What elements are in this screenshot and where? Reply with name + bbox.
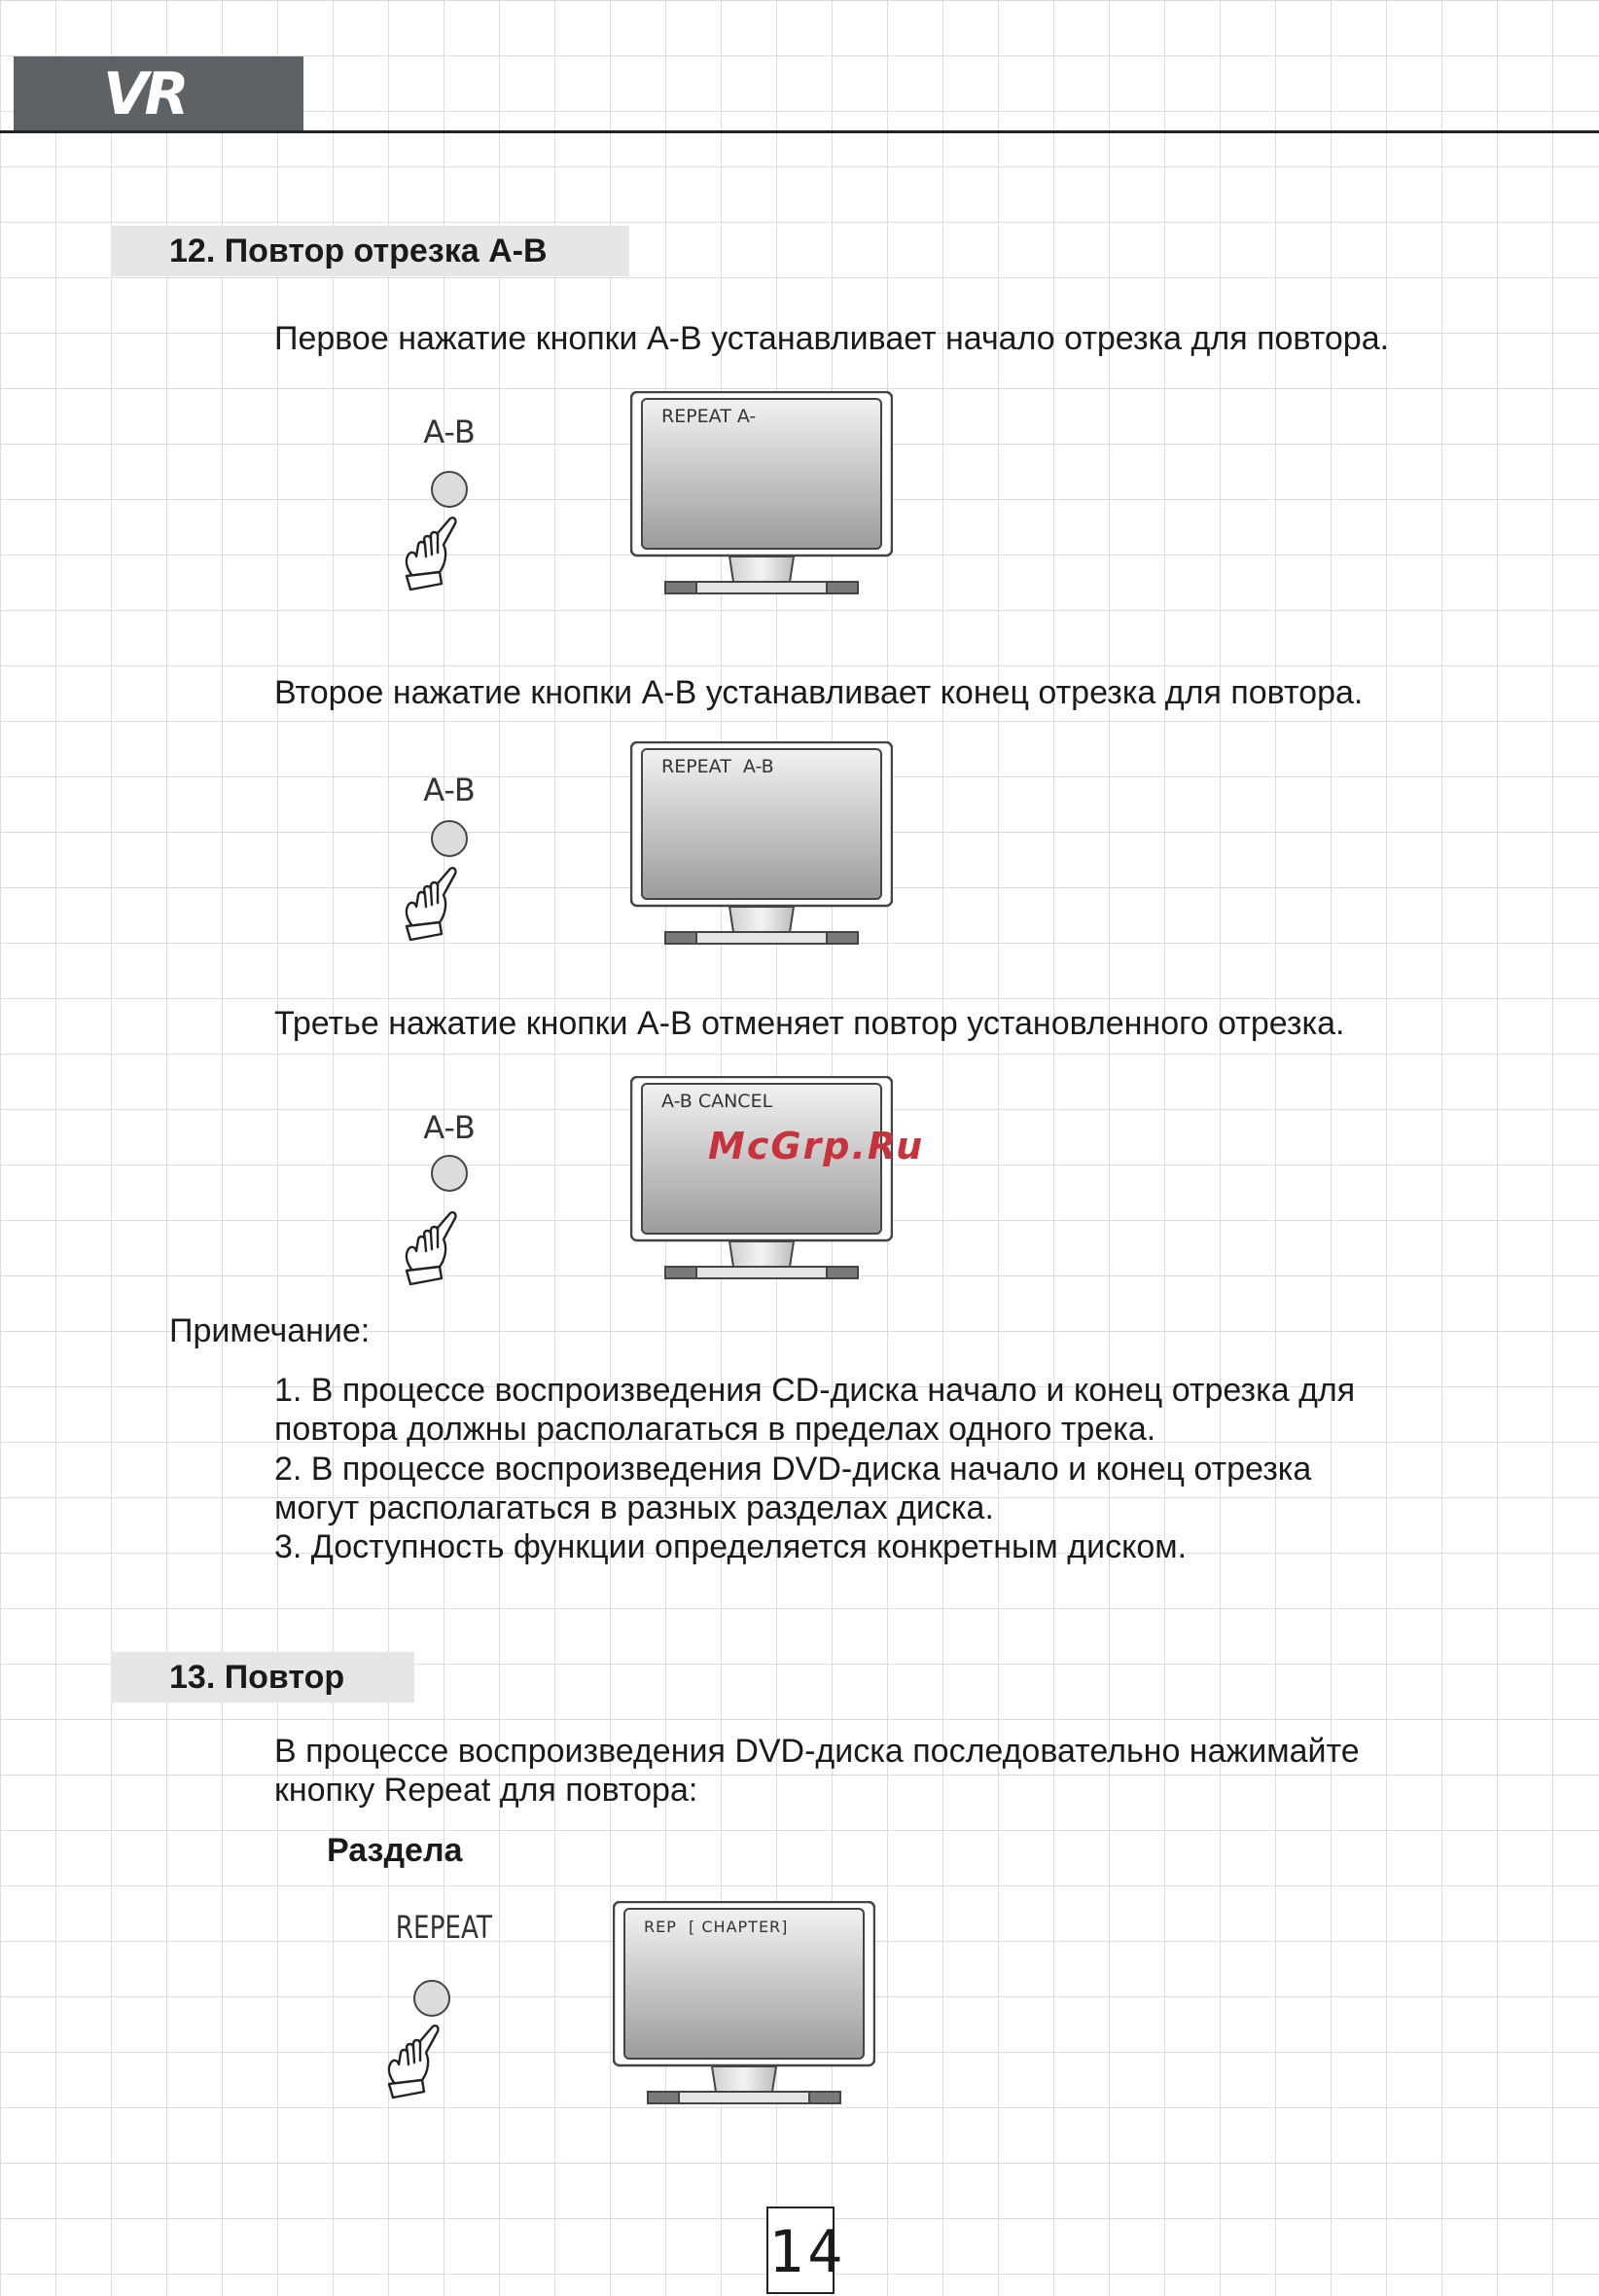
ab-button-label: A-B — [423, 1109, 476, 1146]
page-number: 14 — [766, 2206, 835, 2294]
repeat-button[interactable] — [413, 1980, 450, 2017]
subheading-chapter: Раздела — [327, 1832, 463, 1869]
logo-text: VR — [103, 60, 186, 128]
osd-text-4: REP [ CHAPTER] — [644, 1918, 789, 1936]
monitor-4 — [613, 1901, 875, 2111]
hand-pointer-icon — [381, 2024, 449, 2099]
hand-pointer-icon — [399, 866, 467, 942]
section-13-intro: кнопку Repeat для повтора: — [274, 1772, 698, 1809]
step-3-text: Третье нажатие кнопки A-B отменяет повтор установленного отрезка. — [274, 1005, 1345, 1042]
note-line: 2. В процессе воспроизведения DVD-диска начало и конец отрезка — [274, 1451, 1312, 1488]
hand-pointer-icon — [399, 516, 467, 592]
ab-button[interactable] — [431, 1155, 468, 1192]
ab-button[interactable] — [431, 820, 468, 857]
brand-logo — [14, 56, 303, 130]
repeat-button-label: REPEAT — [395, 1909, 492, 1946]
monitor-2 — [630, 741, 893, 951]
section-13-intro: В процессе воспроизведения DVD-диска последовательно нажимайте — [274, 1733, 1360, 1770]
note-line: могут располагаться в разных разделах диска. — [274, 1489, 994, 1526]
note-line: 1. В процессе воспроизведения CD-диска начало и конец отрезка для — [274, 1372, 1356, 1409]
osd-text-1: REPEAT A- — [661, 406, 757, 427]
step-1-text: Первое нажатие кнопки A-B устанавливает начало отрезка для повтора. — [274, 320, 1390, 357]
ab-button-label: A-B — [423, 771, 476, 808]
ab-button-label: A-B — [423, 413, 476, 450]
note-line: 3. Доступность функции определяется конкретным диском. — [274, 1528, 1188, 1565]
hand-pointer-icon — [399, 1210, 467, 1286]
header-rule — [0, 130, 1599, 133]
monitor-1 — [630, 391, 893, 601]
ab-button[interactable] — [431, 471, 468, 508]
section-13-title: 13. Повтор — [111, 1652, 414, 1703]
note-line: повтора должны располагаться в пределах одного трека. — [274, 1411, 1156, 1448]
note-heading: Примечание: — [169, 1312, 371, 1349]
watermark: McGrp.Ru — [708, 1125, 925, 1167]
osd-text-3: A-B CANCEL — [661, 1091, 773, 1112]
section-12-title: 12. Повтор отрезка A-B — [111, 226, 629, 276]
osd-text-2: REPEAT A-B — [661, 756, 774, 777]
monitor-3 — [630, 1076, 893, 1286]
step-2-text: Второе нажатие кнопки A-B устанавливает конец отрезка для повтора. — [274, 674, 1364, 711]
